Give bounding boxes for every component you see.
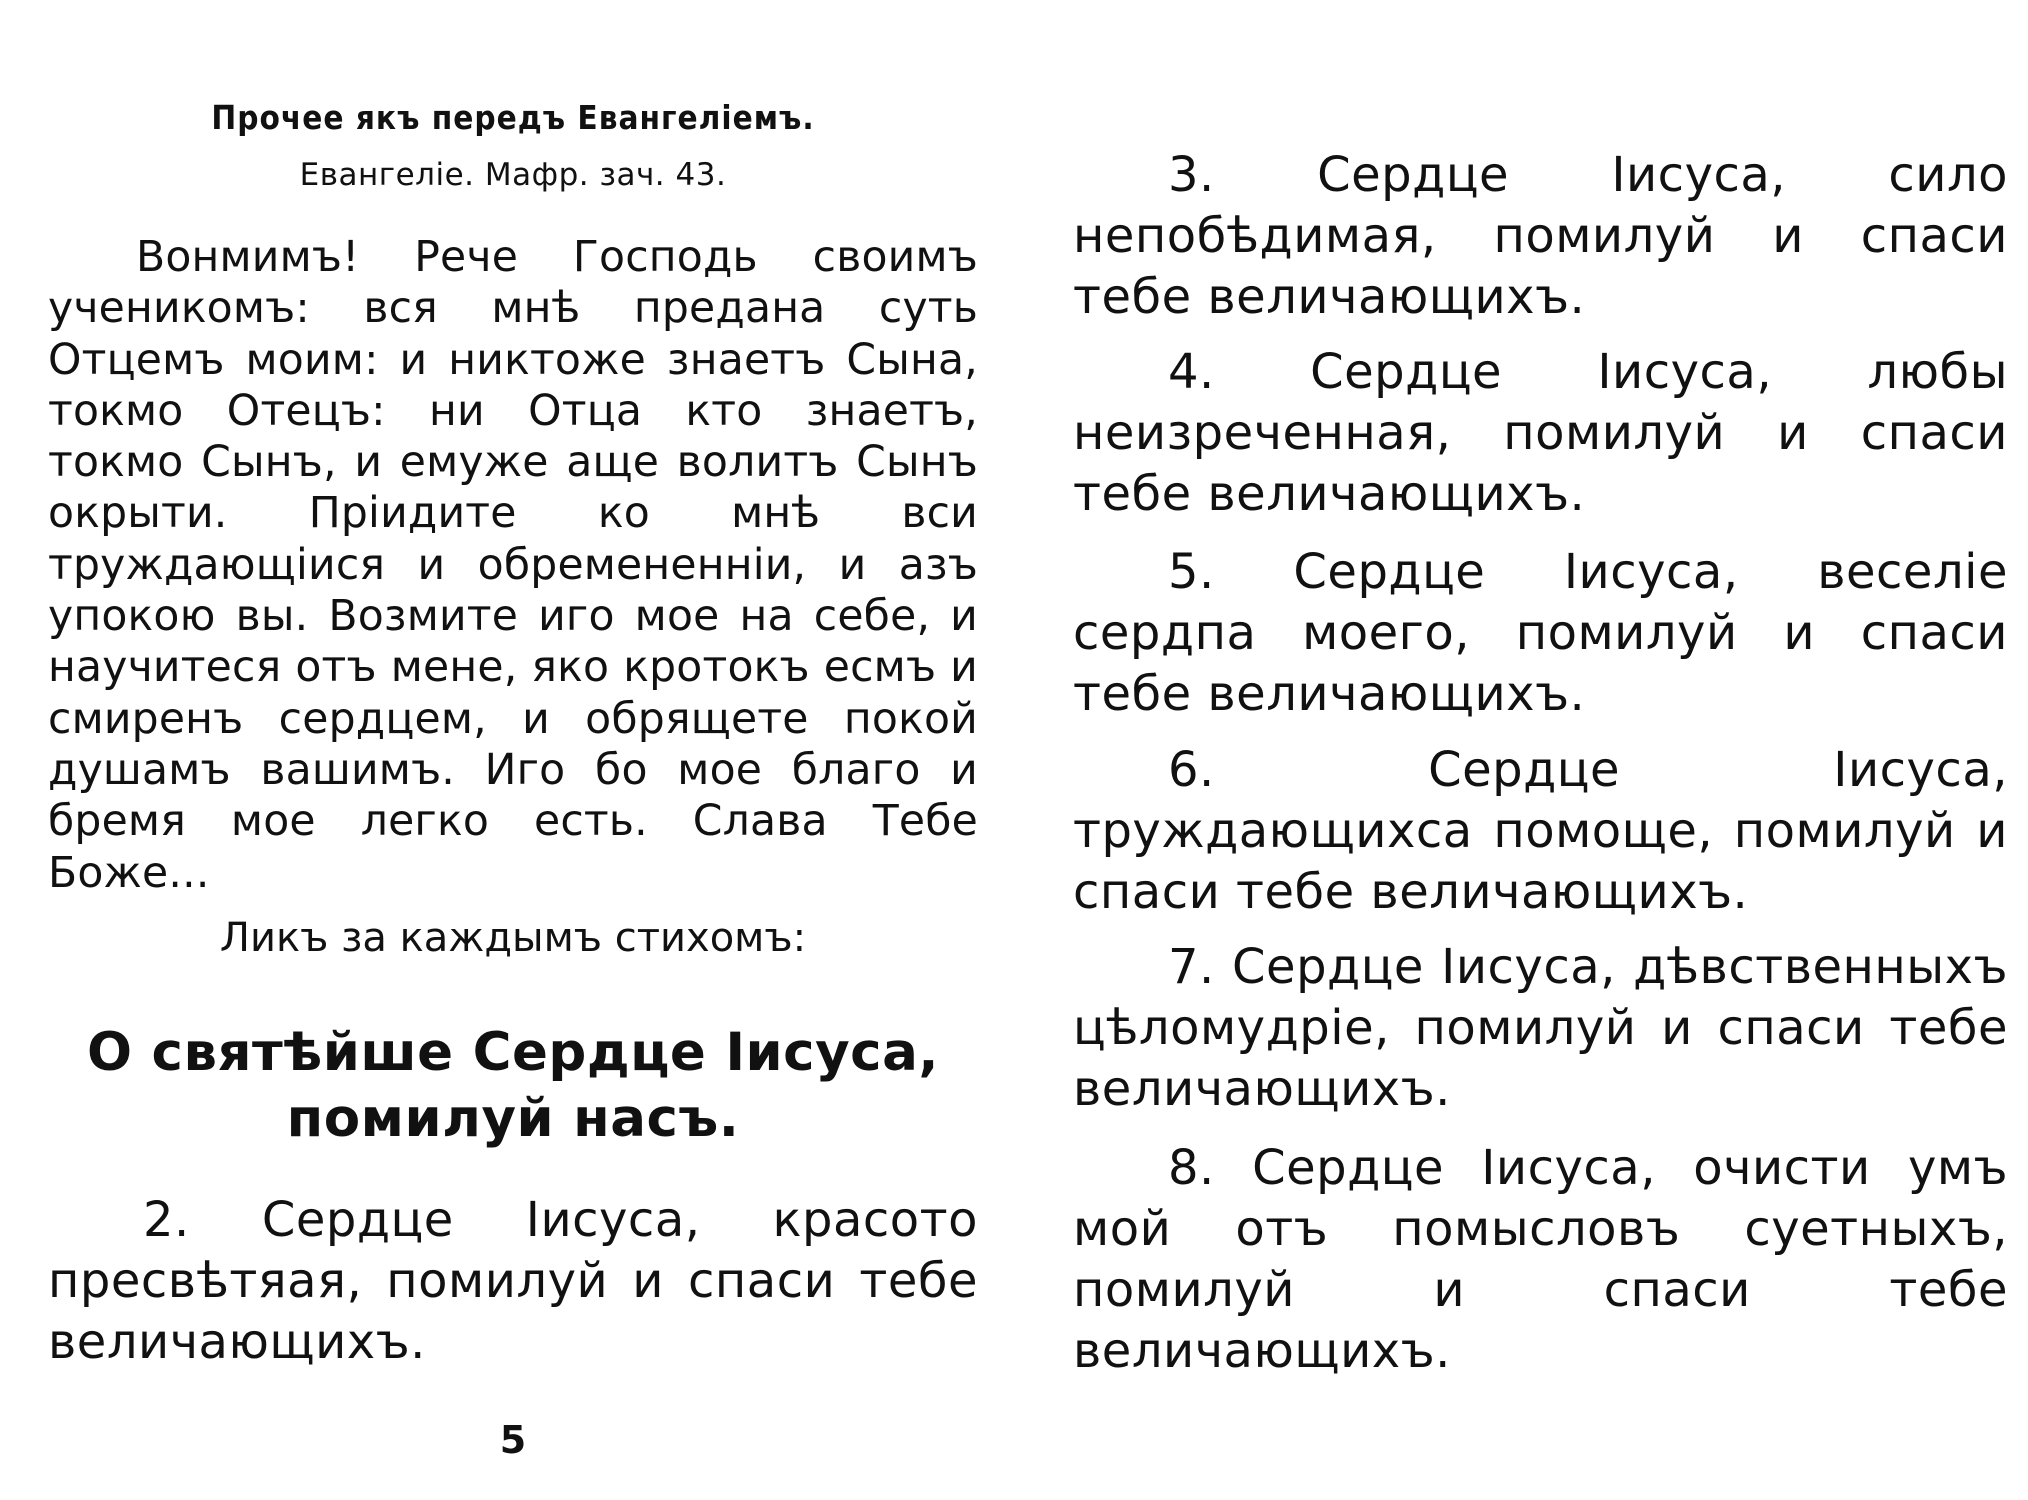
petition-6: 6. Сердце Іисуса, труждающихса помоще, помилуй и спаси тебе величающихъ. — [1073, 742, 2008, 920]
section-heading: Прочее якъ передъ Евангеліемъ. — [211, 98, 815, 137]
petition-2: 2. Сердце Іисуса, красото пресвѣтяая, помилуй и спаси тебе величающихъ. — [48, 1192, 978, 1370]
right-page — [1073, 0, 2008, 1500]
petition-8: 8. Сердце Іисуса, очисти умъ мой отъ помысловъ суетныхъ, помилуй и спаси тебе величающихъ. — [1073, 1140, 2008, 1379]
petition-3: 3. Сердце Іисуса, сило непобѣдимая, помилуй и спаси тебе величающихъ. — [1073, 147, 2008, 325]
petition-5: 5. Сердце Іисуса, веселіе сердпа моего, помилуй и спаси тебе величающихъ. — [1073, 544, 2008, 722]
petition-7: 7. Сердце Іисуса, дѣвственныхъ цѣломудріе, помилуй и спаси тебе величающихъ. — [1073, 939, 2008, 1117]
refrain: О святѣйше Сердце Іисуса, помилуй насъ. — [87, 1022, 939, 1149]
response-intro: Ликъ за каждымъ стихомъ: — [219, 915, 807, 961]
petition-4: 4. Сердце Іисуса, любы неизреченная, помилуй и спаси тебе величающихъ. — [1073, 344, 2008, 522]
gospel-text: Вонмимъ! Рече Господь своимъ ученикомъ: вся мнѣ предана суть Отцемъ моим: и никтоже знаетъ Сына, токмо Отецъ: ни Отца кто знаетъ, токмо Сынъ, и емуже аще волитъ Сынъ окрыти. Пріидите ко мнѣ вси труждающіися и обремененніи, и азъ упокою вы. Возмите иго мое на себе, и научитеся отъ мене, яко кротокъ есмъ и смиренъ сердцем, и обрящете покой душамъ вашимъ. Иго бо мое благо и бремя мое легко есть. Слава Тебе Боже... — [48, 233, 978, 898]
gospel-reference: Евангеліе. Мафр. зач. 43. — [299, 157, 727, 193]
page-number: 5 — [499, 1418, 527, 1462]
left-page — [48, 0, 978, 1500]
petition-list — [1073, 145, 2008, 1395]
